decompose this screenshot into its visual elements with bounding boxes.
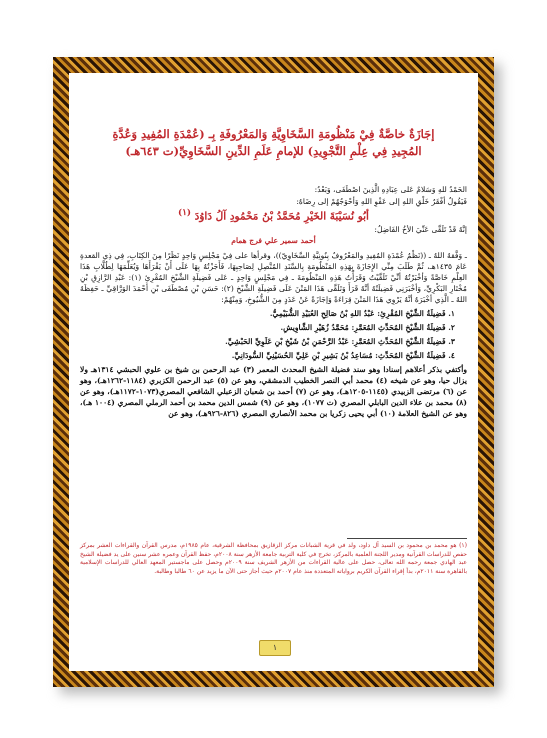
list-item: ١. فَضِيلَةُ الشَّيْخِ المُقْرِئِ: عَبْدُ اللهِ بْنُ صَالِحِ العُبَيْدِ الشُّبَيْمِيُّ. [269,309,455,318]
footnote: (١) هو محمد بن محمود بن السيد آل داود، ولد في قرية الشبانات مركز الزقازيق بمحافظة الشرقية، عام ١٩٨٥م، مدرس القرآن والقراءات العشر بمركز حفص للدراسات القرآنية ومدير اللجنة العلمية بالمركز، تخرج في كلية التربية جامعة الأزهر سنة ٢٠٠٨م، حفظ القرآن وعمره عشر سنين على يد فضيلة الشيخ عبد الهادي جمعة رحمه الله تعالى، حصل على عالية القراءات من الأزهر الشريف سنة ٢٠٠٩م وحصل على ماجستير المعهد العالي للدراسات الإسلامية بالقاهرة سنة ٢٠١١م، بدأ إقراء القرآن الكريم برواياته المتعددة منذ عام ٢٠٠٧م حيث أجاز حتى الآن ما يزيد عن ٦٠ طالبا وطالبة. [80,542,468,575]
author-footnote-ref: (١) [178,208,191,218]
document-title [76,126,471,160]
body-paragraph-2: وأكتفي بذكر أعلاهم إسنادا وهو سند فضيلة الشيخ المحدث المعمر (٣) عبد الرحمن بن شيخ بن علوي الحبشي ١٣١٤هـ ولا يزال حيا، وهو عن شيخه (٤) محمد أبي النصر الخطيب الدمشقي، وهو عن (٥) عبد الرحمن الكزبري (١١٨٤-١٢٦٢هـ)، وهو عن (٦) مرتضى الزبيدي (١١٤٥-١٢٠٥هـ)، وهو عن (٧) أحمد بن شعبان الزعبلي الشافعي المصري(١٠٧٣-١١٧٢هـ)، وهو عن (٨) محمد بن علاء الدين البابلي المصري (ت ١٠٧٧)، وهو عن (٩) شمس الدين محمد بن أحمد الرملي المصري (١٠٠٤ هـ)، وهو عن الشيخ العلامة (١٠) أبي يحيى زكريا بن محمد الأنصاري المصري (٨٢٦-٩٢٦هـ)، وهو عن [80,365,467,418]
body-paragraph-1: ـ وَفَّقهُ اللهُ ـ ((نَظْمُ عُمْدَةِ المُفِيدِ والمَعْرُوفُ بِنُونِيَّةِ السَّخَاوِيّ))، وقرأها على فِيْ مَجْلِسٍ وَاحِدٍ نَظَرًا مِنَ الكِتَابِ، فِي ذِي القعدةِ عَامَ ١٤٣٥هـ، ثُمَّ طَلَبَ مِنِّي الإِجَازَةَ بِهَذِهِ المَنْظُومَةِ بِالسَّنَدِ المُتَّصِلِ لِصَاحِبِهَا، فَأَجَزْتُهُ بِهَا عَلَى أَنْ يَقْرَأَهَا وَيُعَلِّمَهَا لِطُلَّابِ هَذَا العِلْمِ خَاصَّةً وَأخْبَرْتُهُ أنِّيْ تَلَقَّيْتُ وَقَرَأْتُ هَذِهِ المَنْظُومَةَ ـ فِي مَجْلِسٍ وَاحِدٍ ـ عَلى فَضِيلَةِ الشَّيْخِ المُقْرِئِ (١): عَبْدِ الرَّازِقِ بْنِ مُخْتَارِ البَكْرِيِّ، وَأخْبَرَنِي فَضِيلَتُهُ أنَّهُ قَرَأَ وَتَلَقَّى هَذَا المَتْنَ عَلَى فَضِيلَةِ الشَّيْخِ (٢): حَسَنِ بْنِ مُصْطَفَى بْنِ أحْمَدَ الوَرَّاقِيِّ ـ حَفِظَهُ اللهُ ـ الَّذِي أخْبَرَهُ أنَّهُ يَرْوِي هَذَا المَتْنَ قِرَاءَةً وَإجَازَةً عَنْ عَدَدٍ مِنَ الشُّيُوخِ، وَمِنْهُمْ: [80,251,468,304]
student-name: أحمد سمير علي فرج همام [231,236,316,245]
intro-line-1: الحَمْدُ للهِ وَسَلامٌ عَلى عِبَادِهِ الَّذِينَ اصْطَفَى، وَبَعْدُ: [314,185,467,194]
footnote-divider [347,538,467,539]
list-item: ٤. فَضِيلَةُ الشَّيْخِ المُحَدِّثِ: مُسَاعِدُ بْنُ بَشِيرِ بْنِ عَلِيِّ الحُسَيْنِيِّ السُّودَانِيِّ. [231,351,455,360]
document-page [76,80,471,664]
title-line-1: إجَازَةٌ خاصَّةٌ فِيْ مَنْظُومَةِ السَّخَاوِيَّةِ وَالمَعْرُوفَةِ بِـ (عُمْدَةِ المُفِيدِ وَعُدَّةِ [112,127,435,141]
intro-line-3: إنَّهُ قَدْ تَلَقَّى عَنِّيَ الأخُ الفَاضِلُ: [374,225,467,234]
author-name-line [76,208,471,223]
teachers-list [80,308,455,361]
list-item: ٣. فَضِيلَةُ الشَّيْخِ المُحَدِّثِ المُعَمَّرِ: عَبْدُ الرَّحْمَنِ بْنُ شَيْخِ بْنِ عَلَوِيِّ الحَبْشِيِّ. [225,337,455,346]
title-line-2: المُجِيدِ فِي عِلْمِ التَّجْوِيدِ) للإمامِ عَلَمِ الدِّينِ السَّخَاوِيِّ(ت ٦٤٣هـ) [125,144,422,158]
page-number: ١ [259,640,291,656]
author-name: أبُو نُسَيْبَةَ الخَيْرِ مُحَمَّدُ بْنُ مَحْمُودِ آلُ دَاوُدَ [194,210,369,223]
list-item: ٢. فَضِيلَةُ الشَّيْخِ المُحَدِّثِ المُعَمَّرِ: مُحَمَّدُ زُهَيْرِ الشَّاوِيشِ. [280,323,455,332]
intro-line-2: فَيَقُولُ أفْقَرُ خَلْقِ اللهِ إلى عَفْوِ اللهِ وَأحْوَجُهُمْ إلى رِضَاهُ: [296,197,467,206]
main-body [80,250,467,419]
